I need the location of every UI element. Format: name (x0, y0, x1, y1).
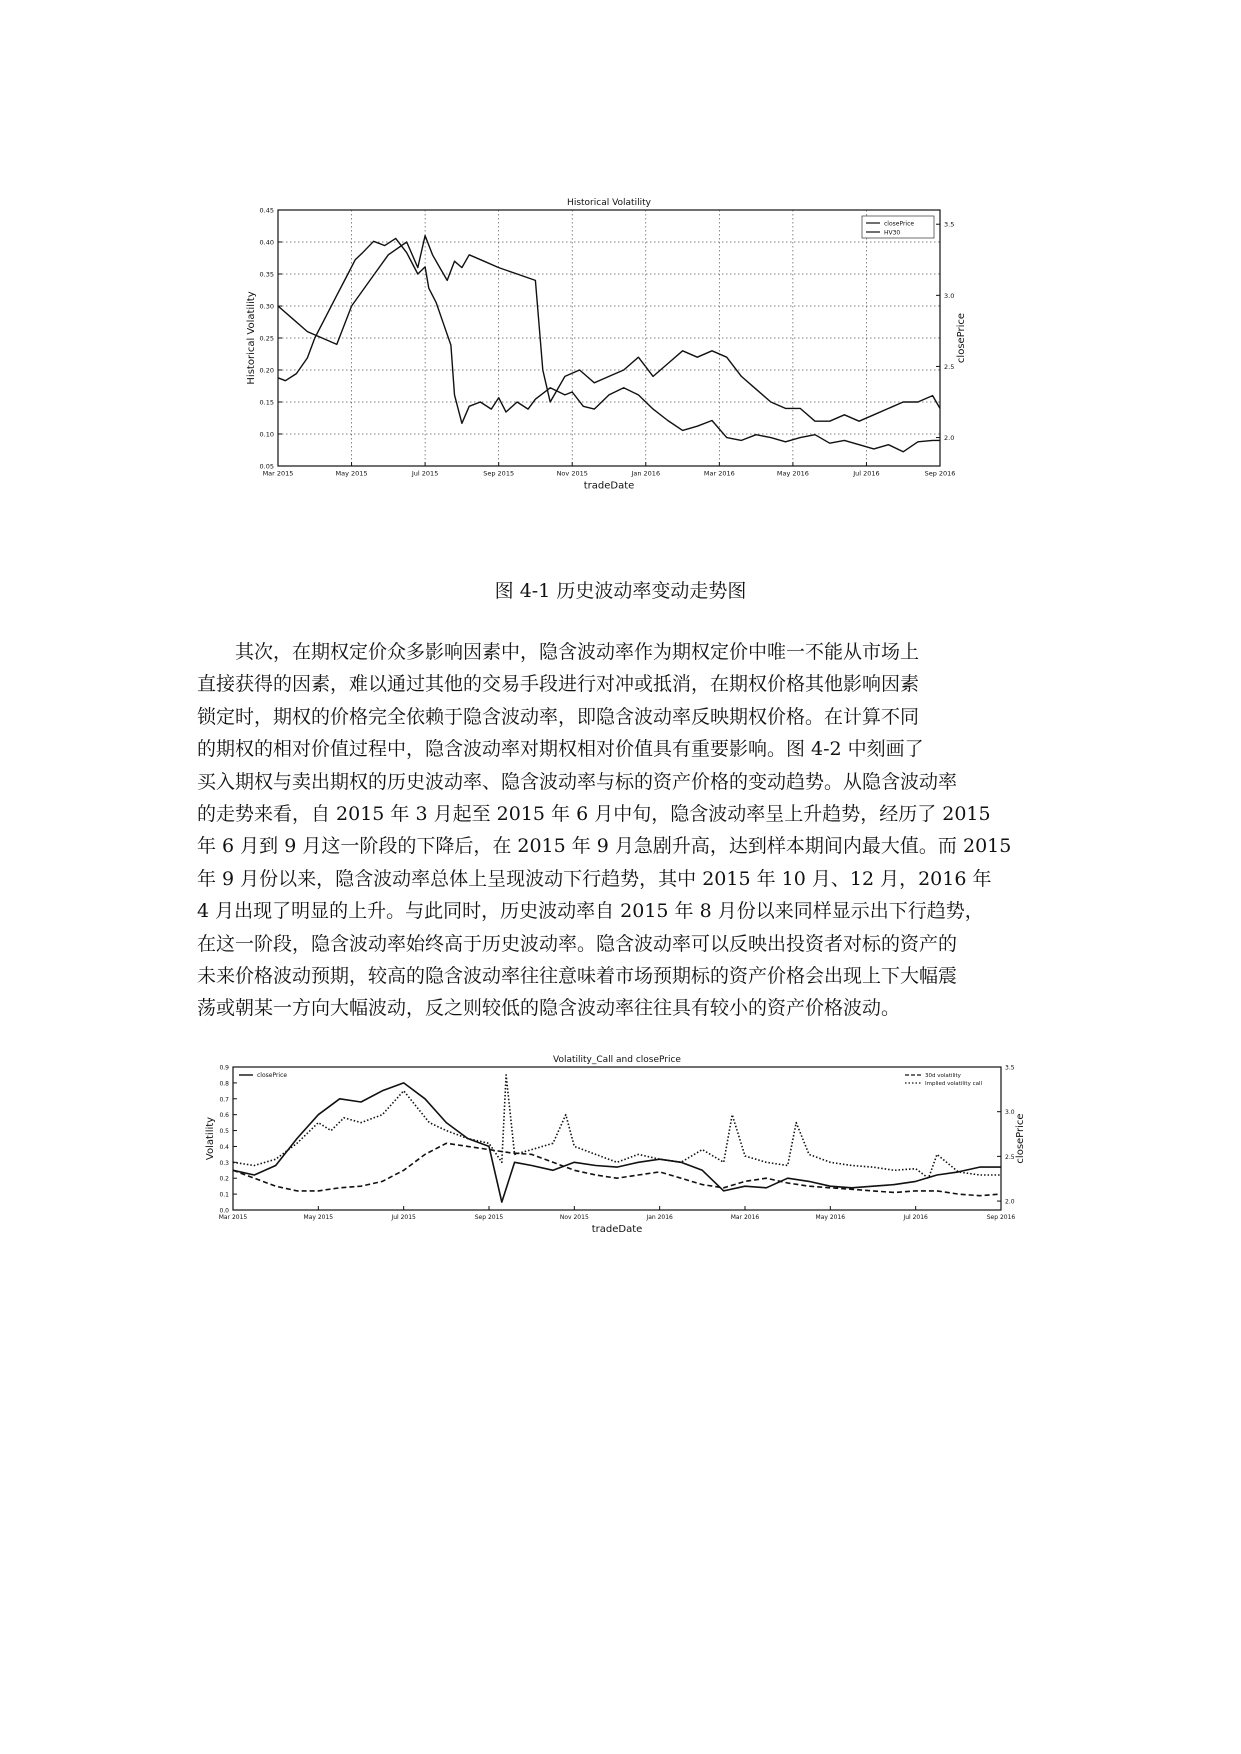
plot-frame (233, 1067, 1001, 1210)
x-tick-label: Jul 2016 (853, 469, 880, 478)
y-tick-label: 0.25 (259, 334, 274, 343)
x-tick-label: Jul 2015 (391, 1214, 416, 1221)
x-tick-label: Sep 2016 (986, 1214, 1016, 1221)
x-tick-label: May 2016 (815, 1214, 846, 1221)
legend-label: closePrice (884, 220, 915, 228)
body-paragraph (197, 636, 1055, 1025)
legend-label: closePrice (257, 1072, 288, 1079)
y2-tick-label: 3.0 (1005, 1109, 1015, 1117)
y-tick-label: 0.45 (259, 206, 274, 215)
y-axis-label: Historical Volatility (246, 291, 257, 385)
y2-axis-label: closePrice (1015, 1113, 1026, 1164)
figure-caption: 图 4-1 历史波动率变动走势图 (494, 580, 747, 602)
legend-label: HV30 (884, 229, 901, 237)
y2-tick-label: 3.5 (1005, 1064, 1015, 1072)
series-line-implied-volatility-call (233, 1075, 1001, 1178)
paragraph-line: 锁定时，期权的价格完全依赖于隐含波动率，即隐含波动率反映期权价格。在计算不同 (197, 705, 920, 728)
y-tick-label: 0.2 (219, 1175, 229, 1183)
y-tick-label: 0.15 (259, 398, 274, 407)
paragraph-line: 年 6 月到 9 月这一阶段的下降后，在 2015 年 9 月急剧升高，达到样本期间内最大值。而 2015 (197, 835, 1012, 858)
y-tick-label: 0.1 (219, 1191, 229, 1199)
x-tick-label: Mar 2015 (262, 469, 294, 478)
y-tick-label: 0.5 (219, 1128, 229, 1136)
x-tick-label: Nov 2015 (556, 469, 588, 478)
x-tick-label: Jul 2015 (411, 469, 439, 478)
x-tick-label: Sep 2015 (483, 469, 515, 478)
paragraph-line: 的期权的相对价值过程中，隐含波动率对期权相对价值具有重要影响。图 4-2 中刻画了 (197, 738, 924, 761)
series-line-hv30 (278, 236, 940, 422)
x-tick-label: May 2015 (303, 1214, 334, 1221)
y-tick-label: 0.05 (259, 462, 274, 471)
paragraph-line: 的走势来看，自 2015 年 3 月起至 2015 年 6 月中旬，隐含波动率呈上升趋势，经历了 2015 (197, 803, 991, 826)
paragraph-line: 其次，在期权定价众多影响因素中，隐含波动率作为期权定价中唯一不能从市场上 (235, 641, 920, 663)
historical-volatility-chart (248, 196, 1068, 558)
paragraph-line: 荡或朝某一方向大幅波动，反之则较低的隐含波动率往往具有较小的资产价格波动。 (197, 997, 901, 1020)
x-tick-label: May 2015 (335, 469, 368, 478)
paragraph-line: 买入期权与卖出期权的历史波动率、隐含波动率与标的资产价格的变动趋势。从隐含波动率 (197, 770, 958, 793)
y-tick-label: 0.0 (219, 1207, 229, 1215)
series-line-closeprice (233, 1083, 1001, 1202)
y-tick-label: 0.40 (259, 238, 274, 247)
paragraph-line: 4 月出现了明显的上升。与此同时，历史波动率自 2015 年 8 月份以来同样显示出下行趋势， (197, 900, 984, 923)
x-axis-label: tradeDate (591, 1224, 643, 1235)
legend-label: Implied volatility call (925, 1081, 983, 1087)
y2-tick-label: 2.0 (944, 434, 955, 443)
x-tick-label: Mar 2016 (730, 1214, 760, 1221)
volatility-call-chart-svg (205, 1055, 1045, 1245)
paragraph-line: 未来价格波动预期，较高的隐含波动率往往意味着市场预期标的资产价格会出现上下大幅震 (197, 965, 958, 988)
chart-title: Volatility_Call and closePrice (553, 1055, 681, 1065)
y-axis-label: Volatility (205, 1116, 216, 1161)
y-tick-label: 0.9 (219, 1064, 229, 1072)
x-axis-label: tradeDate (583, 480, 635, 492)
y-tick-label: 0.20 (259, 366, 274, 375)
y2-tick-label: 3.0 (944, 291, 955, 300)
y-tick-label: 0.6 (219, 1112, 229, 1120)
y2-tick-label: 3.5 (944, 220, 955, 229)
x-tick-label: Jul 2016 (903, 1214, 928, 1221)
y2-tick-label: 2.5 (1005, 1153, 1015, 1161)
legend-label: 30d volatility (925, 1073, 961, 1079)
plot-frame (278, 210, 940, 466)
y-tick-label: 0.4 (219, 1143, 229, 1151)
y-tick-label: 0.3 (219, 1159, 229, 1167)
paragraph-line: 年 9 月份以来，隐含波动率总体上呈现波动下行趋势，其中 2015 年 10 月、12 月，2016 年 (197, 867, 992, 890)
y-tick-label: 0.35 (259, 270, 274, 279)
chart-title: Historical Volatility (567, 198, 651, 208)
historical-volatility-chart-svg (248, 196, 1068, 558)
x-tick-label: Nov 2015 (559, 1214, 589, 1221)
x-tick-label: Mar 2016 (703, 469, 735, 478)
paragraph-line: 在这一阶段，隐含波动率始终高于历史波动率。隐含波动率可以反映出投资者对标的资产的 (197, 932, 958, 955)
y2-axis-label: closePrice (956, 312, 967, 364)
paragraph-line: 直接获得的因素，难以通过其他的交易手段进行对冲或抵消，在期权价格其他影响因素 (197, 673, 920, 696)
y-tick-label: 0.7 (219, 1096, 229, 1104)
y2-tick-label: 2.0 (1005, 1198, 1015, 1206)
x-tick-label: Jan 2016 (631, 469, 661, 478)
y-tick-label: 0.30 (259, 302, 274, 311)
x-tick-label: May 2016 (776, 469, 809, 478)
y-tick-label: 0.10 (259, 430, 274, 439)
x-tick-label: Jan 2016 (646, 1214, 673, 1221)
y-tick-label: 0.8 (219, 1080, 229, 1088)
x-tick-label: Sep 2015 (474, 1214, 504, 1221)
y2-tick-label: 2.5 (944, 362, 955, 371)
x-tick-label: Sep 2016 (924, 469, 956, 478)
x-tick-label: Mar 2015 (218, 1214, 248, 1221)
volatility-call-chart (205, 1055, 1045, 1245)
